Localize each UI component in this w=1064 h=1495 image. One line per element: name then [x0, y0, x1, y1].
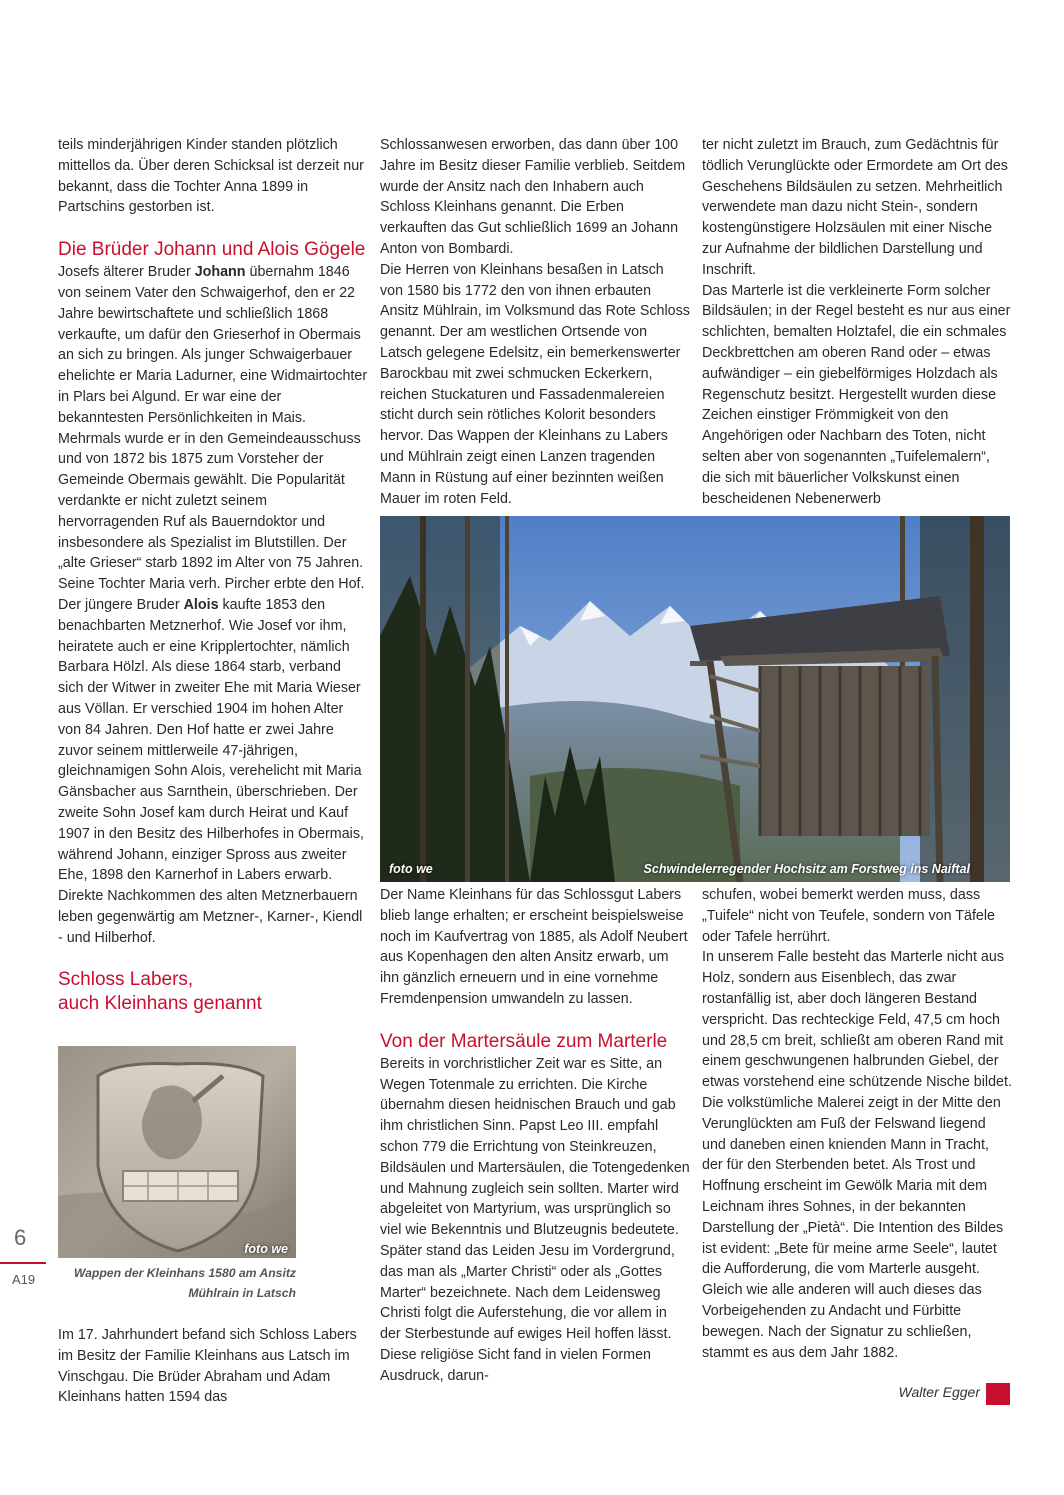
column-1 [58, 135, 368, 1016]
coat-of-arms-photo-credit: foto we [244, 1242, 288, 1256]
main-photo-credit: foto we [389, 862, 433, 876]
paragraph-johann: Josefs älterer Bruder Johann übernahm 1846 von seinem Vater den Schwaigerhof, den er 22 Jahre bewirtschaftete und schließlich 1868 verkaufte, um dafür den Grieserhof in Obermais an sich zu bringen. Als junger Schwaigerbauer ehelichte er Maria Ladurner, eine Widmairtochter in Plars bei Algund. Er war eine der bekanntesten Persönlichkeiten in Mais. Mehrmals wurde er in den Gemeindeausschuss und von 1872 bis 1875 zum Vorsteher der Gemeinde Obermais gewählt. Die Popularität verdankte er nicht zuletzt seinem hervorragenden Ruf als Bauerndoktor und insbesondere als Spezialist im Blutstillen. Der „alte Grieser“ starb 1892 im Alter von 75 Jahren. Seine Tochter Maria verh. Pircher erbte den Hof. [58, 264, 368, 593]
paragraph-bildsaeulen: ter nicht zuletzt im Brauch, zum Gedächtnis für tödlich Verunglückte oder Ermordete am Ort des Geschehens Bildsäulen zu setzen. Mehrheitlich verwendete man dazu nicht Stein-, sondern kostengünstigere Holzsäulen mit einer Nische zur Aufnahme der bildlichen Darstellung und Inschrift. [702, 137, 1008, 278]
edition-label: A19 [12, 1272, 36, 1287]
paragraph-herren-kleinhans: Die Herren von Kleinhans besaßen in Latsch von 1580 bis 1772 den von ihnen erbauten Ansitz Mühlrain, im Volksmund das Rote Schloss genannt. Der am westlichen Ortsende von Latsch gelegene Edelsitz, ein bemerkenswerter Barockbau mit zwei schmucken Eckerkern, reichen Stuckaturen und Fassadenmalereien sticht durch sein rötliches Kolorit besonders hervor. Das Wappen der Kleinhans zu Labers und Mühlrain zeigt einen Lanzen tragenden Mann in Rüstung auf einer bezinnten weißen Mauer im roten Feld. [380, 261, 690, 507]
paragraph-marterle-form: Das Marterle ist die verkleinerte Form solcher Bildsäulen; in der Regel besteht es nur aus einer schlichten, bemalten Holztafel, die ein schmales Deckbrettchen am oberen Rand oder – etwas aufwändiger – ein giebelförmiges Holzdach als Regenschutz besitzt. Hergestellt wurden diese Zeichen einstiger Frömmigkeit von den Angehörigen oder Nachbarn des Toten, nicht selten aber von sogenannten „Tuifelemalern“, die sich mit bäuerlicher Volkskunst einen bescheidenen Nebenerwerb [702, 282, 1011, 507]
coat-of-arms-photo [58, 1046, 296, 1258]
column-2-bottom [380, 885, 690, 1387]
column-2-top [380, 135, 690, 509]
paragraph-kleinhans-familie: Im 17. Jahrhundert befand sich Schloss Labers im Besitz der Familie Kleinhans aus Latsch im Vinschgau. Die Brüder Abraham und Adam Kleinhans hatten 1594 das [58, 1327, 357, 1406]
name-johann: Johann [194, 264, 246, 281]
paragraph-name-kleinhans: Der Name Kleinhans für das Schlossgut Labers blieb lange erhalten; er erscheint beispielsweise noch im Kaufvertrag von 1885, als Adolf Neubert aus Kopenhagen den alten Ansitz erwarb, um ihn gänzlich erneuern und in eine vornehme Fremdenpension umwandeln zu lassen. [380, 887, 688, 1007]
heading-brueder: Die Brüder Johann und Alois Gögele [58, 239, 366, 261]
heading-martersaeule: Von der Martersäule zum Marterle [380, 1030, 668, 1052]
paragraph-tuifele: schufen, wobei bemerkt werden muss, dass „Tuifele“ nicht von Teufele, sondern von Täfele oder Tafele herrührt. [702, 887, 995, 945]
name-alois: Alois [183, 596, 219, 613]
end-mark [986, 1383, 1010, 1405]
forest-hochsitz-image [380, 516, 1010, 882]
page-number: 6 [14, 1225, 27, 1250]
column-1-bottom [58, 1325, 368, 1408]
column-3-top [702, 135, 1012, 509]
author-signature: Walter Egger [898, 1384, 980, 1400]
coat-of-arms-caption: Wappen der Kleinhans 1580 am Ansitz Mühlrain in Latsch [73, 1266, 296, 1300]
heading-schloss-labers: Schloss Labers, auch Kleinhans genannt [58, 969, 262, 1015]
paragraph-intro: teils minderjährigen Kinder standen plötzlich mittellos da. Über deren Schicksal ist derzeit nur bekannt, dass die Tochter Anna 1899 in Partschins gestorben ist. [58, 137, 364, 216]
paragraph-alois: Der jüngere Bruder Alois kaufte 1853 den benachbarten Metznerhof. Wie Josef vor ihm, heiratete auch er eine Kripplertochter, nämlich Barbara Hölzl. Als diese 1864 starb, verband sich der Witwer in zweiter Ehe mit Maria Wieser aus Völlan. Er verschied 1904 im hohen Alter von 84 Jahren. Den Hof hatte er zwei Jahre zuvor seinem mittlerweile 47-jährigen, gleichnamigen Sohn Alois, verehelicht mit Maria Gänsbacher aus Sarnthein, überschrieben. Der zweite Sohn Josef kam durch Heirat und Kauf 1907 in den Besitz des Hilberhofes in Obermais, während Johann, einziger Spross aus zweiter Ehe, 1898 den Karnerhof in Labers erwarb. Direkte Nachkommen des alten Metznerbauern leben gegenwärtig am Metzner-, Karner-, Kiendl - und Hilberhof. [58, 596, 364, 946]
main-photo-caption: Schwindelerregender Hochsitz am Forstweg ins Naiftal [643, 862, 970, 876]
coat-of-arms-image [58, 1046, 296, 1258]
main-photo [380, 516, 1010, 882]
paragraph-schlossanwesen: Schlossanwesen erworben, das dann über 100 Jahre im Besitz dieser Familie verblieb. Seitdem wurde der Ansitz nach den Inhabern auch Schloss Kleinhans genannt. Die Erben verkauften das Gut schließlich 1699 an Johann Anton von Bombardi. [380, 137, 686, 257]
paragraph-vorchristlich: Bereits in vorchristlicher Zeit war es Sitte, an Wegen Totenmale zu errichten. Die Kirche übernahm diesen heidnischen Brauch und gab ihm christlichen Sinn. Papst Leo III. empfahl schon 779 die Errichtung von Steinkreuzen, Bildsäulen und Martersäulen, die Totengedenken und Mahnung zugleich sein sollten. Marter wird abgeleitet von Martyrium, was ursprünglich so viel wie Bekenntnis und Blutzeugnis bedeutete. Später stand das Leiden Jesu im Vordergrund, das man als „Marter Christi“ oder als „Gottes Marter“ bezeichnete. Nach dem Leidensweg Christi folgt die Auferstehung, die vor allem in der Sterbestunde auf ewiges Heil hoffen lässt. Diese religiöse Sicht fand in vielen Formen Ausdruck, darun- [380, 1055, 690, 1384]
paragraph-eisenblech: In unserem Falle besteht das Marterle nicht aus Holz, sondern aus Eisenblech, das zwar rostanfällig ist, aber doch längeren Bestand verspricht. Das rechteckige Feld, 47,5 cm hoch und 28,5 cm breit, schließt am oberen Rand mit einem geschwungenen halbrunden Giebel, der etwas vorstehend eine schützende Nische bildet. Die volkstümliche Malerei zeigt in der Mitte den Verunglückten am Fuß der Felswand liegend und daneben einen knienden Mann in Tracht, der für den Sterbenden betet. Als Trost und Hoffnung erscheint im Gewölk Maria mit dem Leichnam ihres Sohnes, in der bekannten Darstellung der „Pietà“. Die Intention des Bildes ist evident: „Bete für meine arme Seele“, lautet die Aufforderung, die vom Marterle ausgeht. Gleich wie alle anderen will auch dieses das Vorbeigehenden zu Andacht und Fürbitte bewegen. Nach der Signatur zu schließen, stammt es aus dem Jahr 1882. [702, 949, 1012, 1361]
column-3-bottom [702, 885, 1012, 1363]
page-number-rule [0, 1262, 46, 1264]
